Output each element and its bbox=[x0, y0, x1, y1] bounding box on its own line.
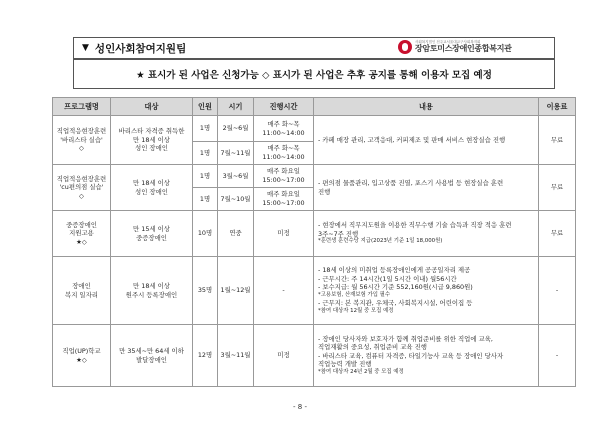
people-cell: 1명 bbox=[193, 188, 218, 211]
table-row bbox=[53, 116, 576, 142]
target-cell: 만 35세~만 64세 이하 발달장애인 bbox=[111, 325, 193, 387]
fee-cell: 무료 bbox=[539, 165, 576, 211]
table-header-row bbox=[53, 98, 576, 116]
content-note: *훈련생 훈련수당 지급(2023년 기준 1일 18,000원) bbox=[318, 238, 443, 245]
content-note: *고용보험, 산재보험 가입 필수 bbox=[318, 291, 391, 298]
col-header-content: 내용 bbox=[314, 98, 539, 116]
program-name: 장애인 복지 일자리 bbox=[53, 257, 111, 325]
people-cell: 1명 bbox=[193, 165, 218, 188]
target-cell: 만 18세 이상 성인 장애인 bbox=[111, 165, 193, 211]
time-cell: - bbox=[254, 257, 314, 325]
period-cell: 7월~10월 bbox=[218, 188, 254, 211]
page-number: - 8 - bbox=[293, 403, 307, 411]
period-cell: 1월~12월 bbox=[218, 257, 254, 325]
col-header-program: 프로그램명 bbox=[53, 98, 111, 116]
notice-banner: ★ 표시가 된 사업은 신청가능 ◇ 표시가 된 사업은 추후 공지를 통해 이용자 모집 예정 bbox=[73, 59, 555, 89]
period-cell: 7월~11월 bbox=[218, 142, 254, 165]
program-name: 직업(UP)학교 ★◇ bbox=[53, 325, 111, 387]
target-cell: 만 15세 이상 중증장애인 bbox=[111, 211, 193, 257]
triangle-down-icon: ▼ bbox=[82, 43, 89, 53]
time-cell: 미정 bbox=[254, 211, 314, 257]
period-cell: 연중 bbox=[218, 211, 254, 257]
period-cell: 2월~6월 bbox=[218, 116, 254, 142]
section-title: 성인사회참여지원팀 bbox=[94, 42, 187, 55]
content-cell: - 장애인 당사자와 보호자가 함께 취업준비를 위한 직업에 교육, 직업재활의 중요성, 취업준비 교육 진행 - 바리스타 교육, 컴퓨터 자격증, 타일기능사 교육 등 장애인 당사자 직업능력 개발 진행 *참여 대상자 24년 2월 중 모집 예정 bbox=[314, 325, 539, 387]
content-cell: - 편의점 물품관리, 입고상품 진열, 포스기 사용법 등 현장실습 훈련 진행 bbox=[314, 165, 539, 211]
period-cell: 3월~6월 bbox=[218, 165, 254, 188]
program-name: 직업적응현장훈련 '바리스타 실습' ◇ bbox=[53, 116, 111, 165]
time-cell: 매주 화~목 11:00~14:00 bbox=[254, 142, 314, 165]
logo-name: 장암토미스장애인종합복지관 bbox=[415, 43, 512, 53]
people-cell: 35명 bbox=[193, 257, 218, 325]
fee-cell: - bbox=[539, 325, 576, 387]
time-cell: 매주 화~목 11:00~14:00 bbox=[254, 116, 314, 142]
content-cell: - 18세 이상의 미취업 등록장애인에게 공공일자리 제공 - 근무시간: 주 14시간(1일 5시간 이내) 월56시간 - 보수지급: 월 56시간 기준 552,160원(시급 9,860원) *고용보험, 산재보험 가입 필수 - 근무지: 본 복지관, 우체국, 사회복지시설, 어린이집 등 *참여 대상자 12월 중 모집 예정 bbox=[314, 257, 539, 325]
table-row bbox=[53, 325, 576, 387]
time-cell: 매주 화요일 15:00~17:00 bbox=[254, 188, 314, 211]
program-table bbox=[52, 97, 576, 387]
content-cell: - 카페 매장 관리, 고객응대, 커피제조 및 판매 서비스 현장실습 진행 bbox=[314, 116, 539, 165]
col-header-fee: 이용료 bbox=[539, 98, 576, 116]
people-cell: 1명 bbox=[193, 116, 218, 142]
content-note: *참여 대상자 12월 중 모집 예정 bbox=[318, 307, 394, 314]
fee-cell: - bbox=[539, 257, 576, 325]
logo-mark-icon bbox=[398, 40, 412, 54]
fee-cell: 무료 bbox=[539, 211, 576, 257]
col-header-people: 인원 bbox=[193, 98, 218, 116]
logo-subtitle: 사회복지법인 천주교서울대교구사회복지회 bbox=[415, 40, 481, 45]
people-cell: 1명 bbox=[193, 142, 218, 165]
content-cell: - 현장에서 직무지도원을 이용한 직무수행 기술 습득과 직장 적응 훈련 3주~7주 진행 *훈련생 훈련수당 지급(2023년 기준 1일 18,000원) bbox=[314, 211, 539, 257]
program-name: 직업적응현장훈련 'cu편의점 실습' ◇ bbox=[53, 165, 111, 211]
program-name: 중증장애인 지원고용 ★◇ bbox=[53, 211, 111, 257]
time-cell: 미정 bbox=[254, 325, 314, 387]
fee-cell: 무료 bbox=[539, 116, 576, 165]
time-cell: 매주 화요일 15:00~17:00 bbox=[254, 165, 314, 188]
people-cell: 10명 bbox=[193, 211, 218, 257]
col-header-period: 시기 bbox=[218, 98, 254, 116]
col-header-target: 대상 bbox=[111, 98, 193, 116]
target-cell: 만 18세 이상 원주시 등록장애인 bbox=[111, 257, 193, 325]
people-cell: 12명 bbox=[193, 325, 218, 387]
table-row bbox=[53, 165, 576, 188]
content-note: *참여 대상자 24년 2월 중 모집 예정 bbox=[318, 369, 404, 376]
period-cell: 3월~11월 bbox=[218, 325, 254, 387]
table-row bbox=[53, 211, 576, 257]
target-cell: 바리스타 자격증 취득한 만 18세 이상 성인 장애인 bbox=[111, 116, 193, 165]
col-header-time: 진행시간 bbox=[254, 98, 314, 116]
org-logo bbox=[398, 40, 512, 54]
table-row bbox=[53, 257, 576, 325]
